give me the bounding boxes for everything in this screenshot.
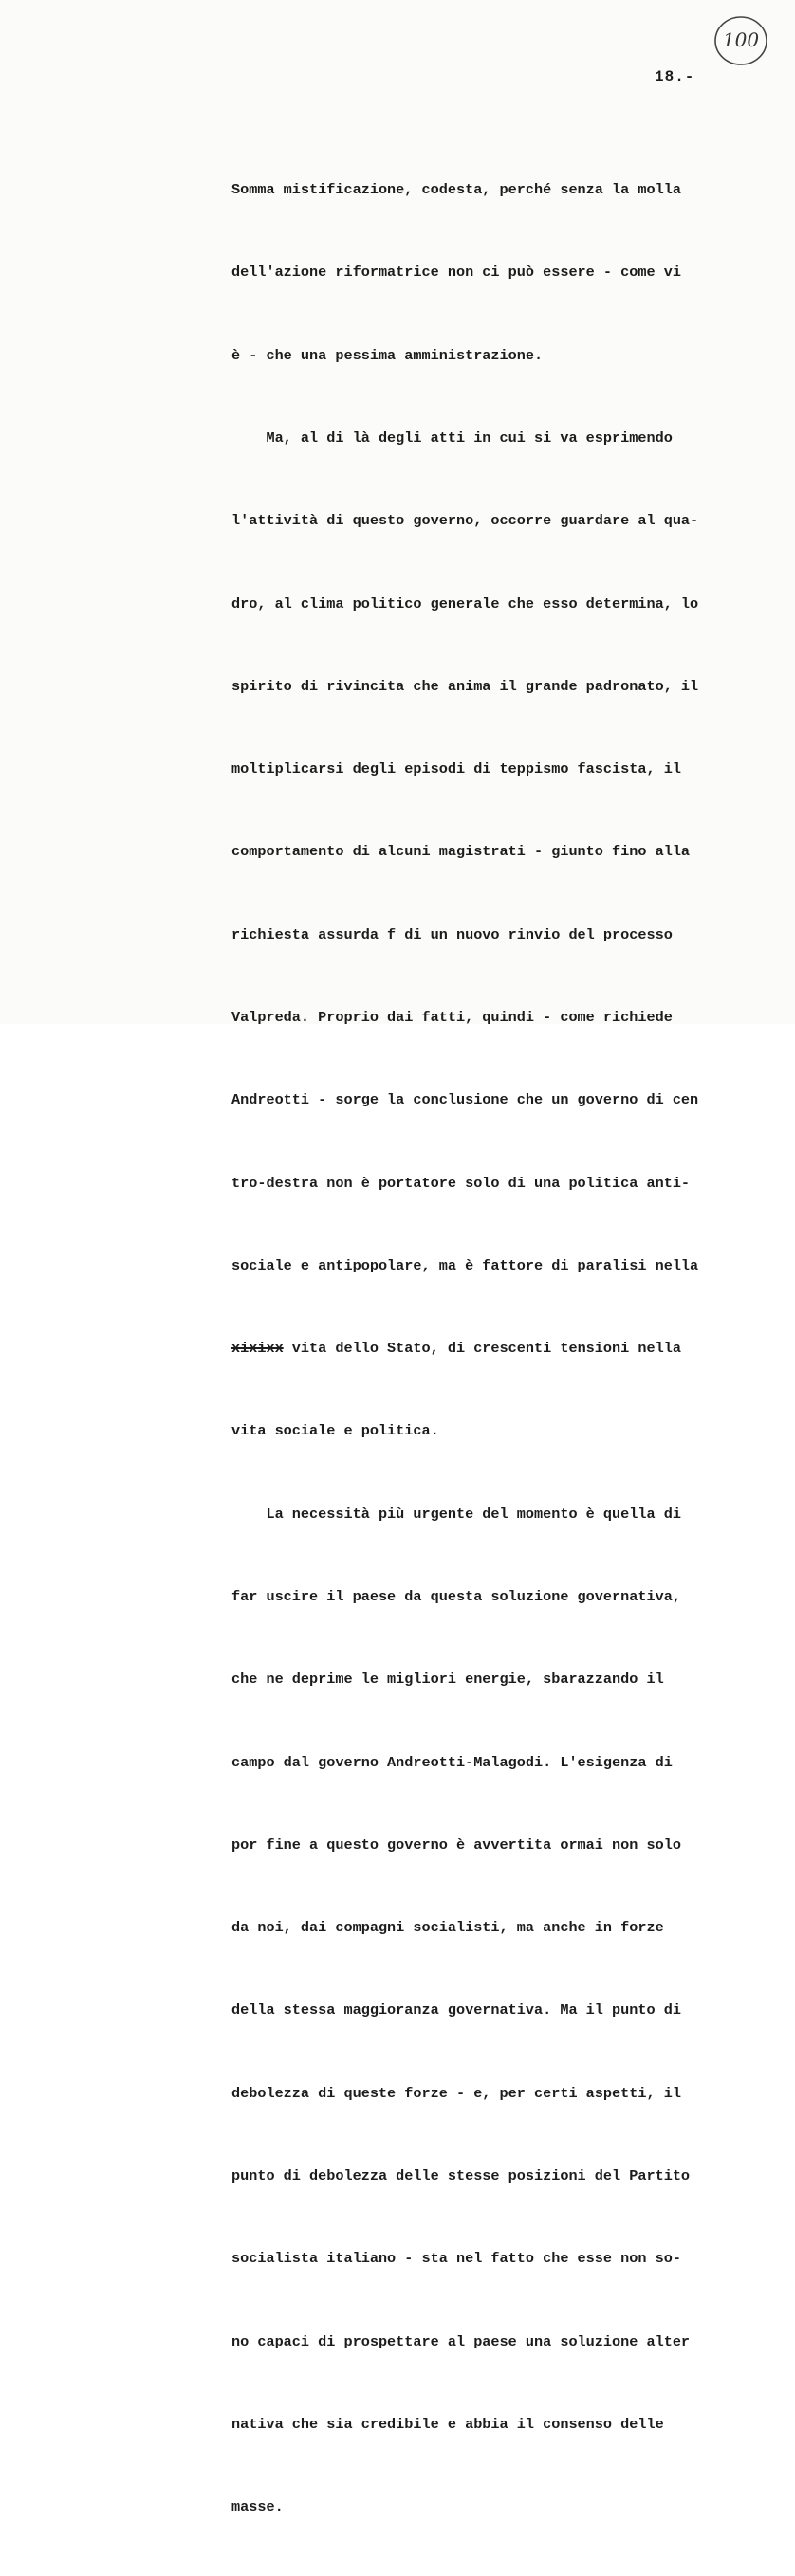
text-line: spirito di rivincita che anima il grande padronato, il — [231, 677, 699, 695]
text-line: nativa che sia credibile e abbia il consenso delle — [231, 2415, 664, 2433]
text-line: La necessità più urgente del momento è quella di — [231, 1505, 681, 1523]
text-line: xixixx vita dello Stato, di crescenti tensioni nella — [231, 1340, 681, 1358]
text-line: Ma, al di là degli atti in cui si va esprimendo — [231, 429, 673, 448]
text-line: far uscire il paese da questa soluzione governativa, — [231, 1587, 681, 1605]
text-line: moltiplicarsi degli episodi di teppismo fascista, il — [231, 760, 681, 778]
text-line: da noi, dai compagni socialisti, ma anche in forze — [231, 1919, 664, 1937]
text-line: no capaci di prospettare al paese una soluzione alter — [231, 2332, 691, 2350]
text-line: masse. — [231, 2498, 284, 2516]
struck-out-text: xixixx — [231, 1340, 284, 1358]
text-line: vita sociale e politica. — [231, 1422, 439, 1440]
text-line: della stessa maggioranza governativa. Ma il punto di — [231, 2001, 681, 2019]
text-line: Valpreda. Proprio dai fatti, quindi - come richiede — [231, 1009, 673, 1026]
text-line: tro-destra non è portatore solo di una politica anti- — [231, 1174, 691, 1192]
text-line: sociale e antipopolare, ma è fattore di paralisi nella — [231, 1256, 699, 1274]
text-line: punto di debolezza delle stesse posizioni del Partito — [231, 2166, 691, 2184]
text-line: richiesta assurda f di un nuovo rinvio del processo — [231, 925, 673, 943]
text-line: che ne deprime le migliori energie, sbarazzando il — [231, 1671, 664, 1689]
text-line: è - che una pessima amministrazione. — [231, 346, 544, 364]
text-line: debolezza di queste forze - e, per certi aspetti, il — [231, 2084, 681, 2102]
text-line: l'attività di questo governo, occorre guardare al qua- — [231, 512, 699, 530]
text-line: comportamento di alcuni magistrati - giunto fino alla — [231, 843, 691, 861]
archive-stamp — [712, 13, 770, 68]
text-line: por fine a questo governo è avvertita ormai non solo — [231, 1836, 681, 1854]
text-line: dro, al clima politico generale che esso determina, lo — [231, 594, 699, 612]
text-line: Somma mistificazione, codesta, perché senza la molla — [231, 181, 681, 199]
text-line: Andreotti - sorge la conclusione che un governo di cen — [231, 1091, 699, 1109]
stamp-number: 100 — [722, 28, 760, 51]
typewritten-body — [231, 121, 763, 2576]
text-line: dell'azione riformatrice non ci può essere - come vi — [231, 264, 681, 282]
page-number: 18.- — [655, 68, 695, 85]
text-line: campo dal governo Andreotti-Malagodi. L'esigenza di — [231, 1753, 673, 1771]
text-line: socialista italiano - sta nel fatto che esse non so- — [231, 2250, 681, 2268]
